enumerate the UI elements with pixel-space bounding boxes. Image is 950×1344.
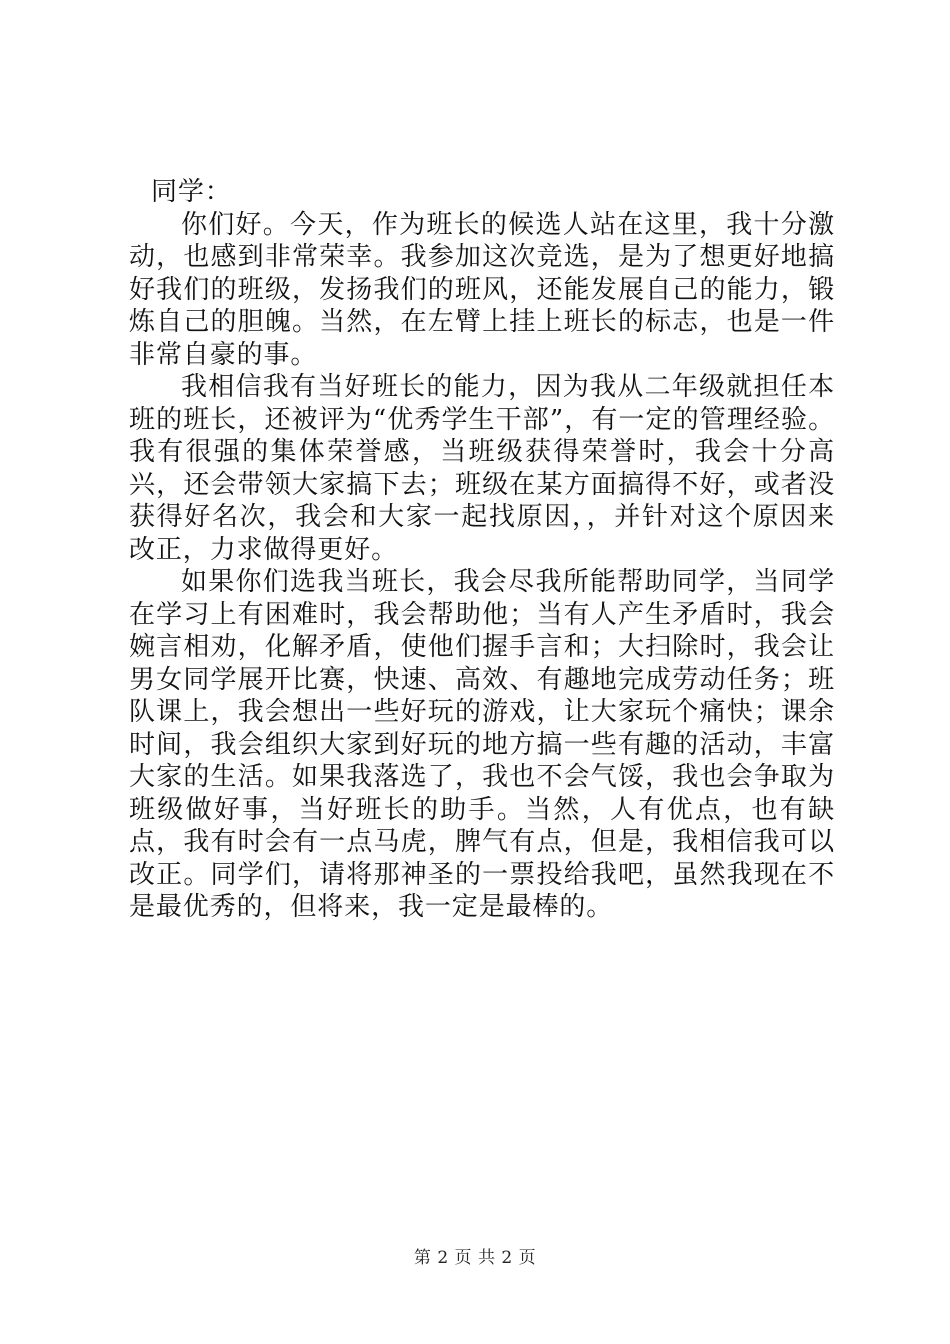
document-body: [129, 176, 835, 924]
page-number-footer: 第 2 页 共 2 页: [413, 1248, 537, 1268]
paragraph-1: 你们好。今天，作为班长的候选人站在这里，我十分激动，也感到非常荣幸。我参加这次竞选，是为了想更好地搞好我们的班级，发扬我们的班风，还能发展自己的能力，锻炼自己的胆魄。当然，在左臂上挂上班长的标志，也是一件非常自豪的事。: [129, 209, 835, 370]
paragraph-3: 如果你们选我当班长，我会尽我所能帮助同学，当同学在学习上有困难时，我会帮助他；当有人产生矛盾时，我会婉言相劝，化解矛盾，使他们握手言和；大扫除时，我会让男女同学展开比赛，快速、高效、有趣地完成劳动任务；班队课上，我会想出一些好玩的游戏，让大家玩个痛快；课余时间，我会组织大家到好玩的地方搞一些有趣的活动，丰富大家的生活。如果我落选了，我也不会气馁，我也会争取为班级做好事，当好班长的助手。当然，人有优点，也有缺点，我有时会有一点马虎，脾气有点，但是，我相信我可以改正。同学们，请将那神圣的一票投给我吧，虽然我现在不是最优秀的，但将来，我一定是最棒的。: [129, 567, 835, 922]
paragraph-2: 我相信我有当好班长的能力，因为我从二年级就担任本班的班长，还被评为“优秀学生干部”，有一定的管理经验。我有很强的集体荣誉感，当班级获得荣誉时，我会十分高兴，还会带领大家搞下去；班级在某方面搞得不好，或者没获得好名次，我会和大家一起找原因，，并针对这个原因来改正，力求做得更好。: [129, 372, 835, 565]
salutation: 同学：: [151, 177, 232, 207]
